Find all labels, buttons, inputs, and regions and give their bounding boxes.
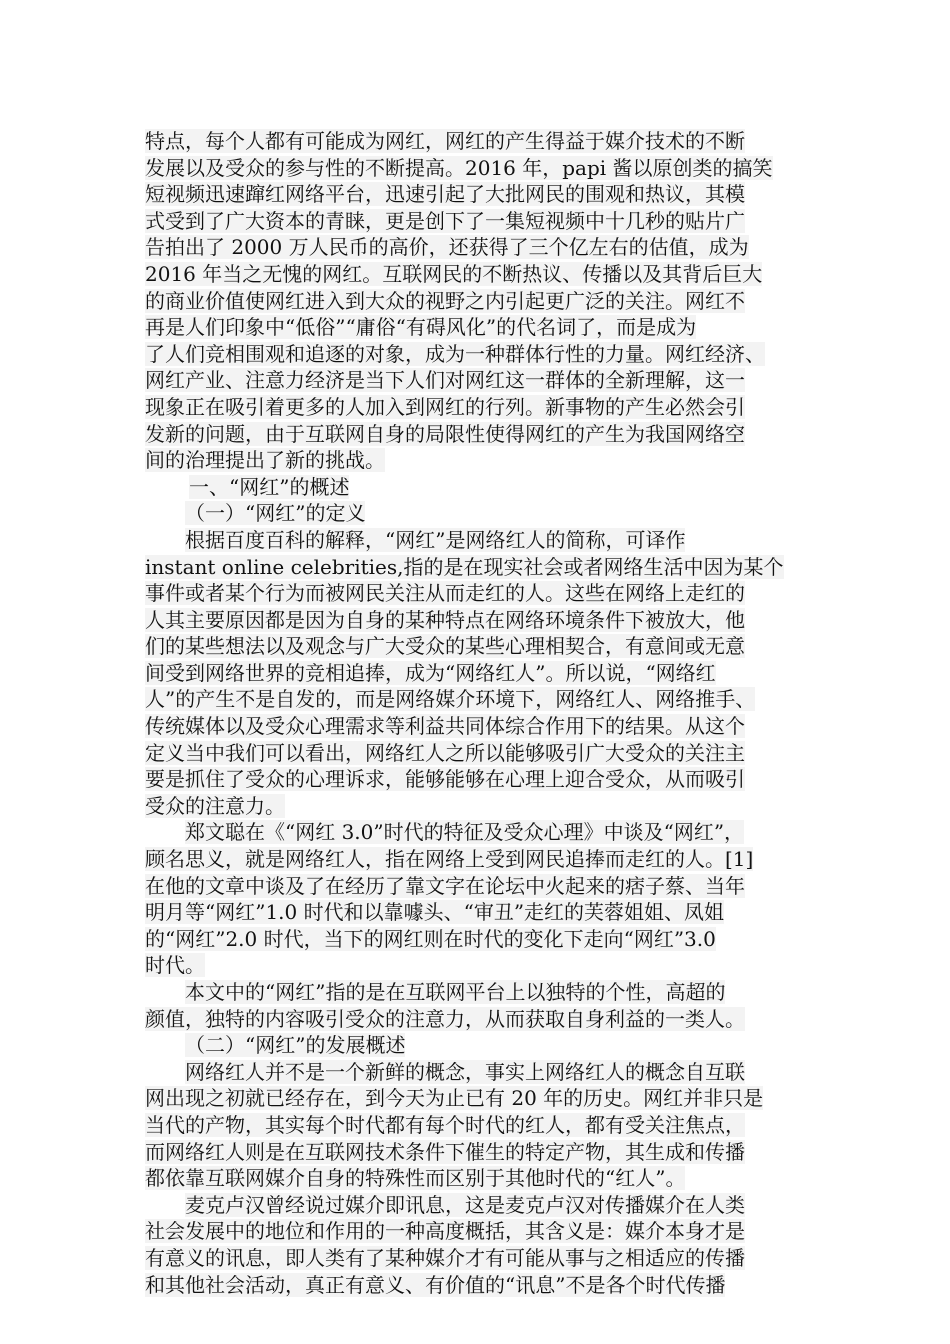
text-line-content: 当代的产物，其实每个时代都有每个时代的红人，都有受关注焦点，: [145, 1112, 745, 1137]
text-line-content: 明月等“网红”1.0 时代和以靠噱头、“审丑”走红的芙蓉姐姐、凤姐: [145, 900, 725, 925]
text-line-content: 麦克卢汉曾经说过媒介即讯息，这是麦克卢汉对传播媒介在人类: [185, 1192, 745, 1217]
text-line: [145, 846, 809, 873]
text-line-content: 人其主要原因都是因为自身的某种特点在网络环境条件下被放大，他: [145, 607, 745, 632]
text-line: [145, 288, 809, 315]
text-line: [145, 314, 809, 341]
text-line-content: 发新的问题，由于互联网自身的局限性使得网红的产生为我国网络空: [145, 421, 745, 446]
text-line: [145, 766, 809, 793]
text-line-content: （二）“网红”的发展概述: [185, 1033, 406, 1058]
text-line: [145, 500, 809, 527]
text-line: [145, 873, 809, 900]
text-line-content: 传统媒体以及受众心理需求等利益共同体综合作用下的结果。从这个: [145, 714, 745, 739]
text-line: [145, 607, 809, 634]
text-line: [145, 421, 809, 448]
text-line: [145, 1218, 809, 1245]
text-line: [145, 1272, 809, 1299]
text-line: [145, 1245, 809, 1272]
text-line: [145, 633, 809, 660]
text-line: [145, 926, 809, 953]
text-line: [145, 341, 809, 368]
text-line-content: 告拍出了 2000 万人民币的高价，还获得了三个亿左右的估值，成为: [145, 235, 749, 260]
text-line-content: 再是人们印象中“低俗”“庸俗“有碍风化”的代名词了，而是成为: [145, 315, 697, 340]
text-line: [145, 793, 809, 820]
text-line-content: 社会发展中的地位和作用的一种高度概括，其含义是：媒介本身才是: [145, 1219, 745, 1244]
text-line: [145, 1192, 809, 1219]
text-line: [145, 1112, 809, 1139]
text-line-content: 2016 年当之无愧的网红。互联网民的不断热议、传播以及其背后巨大: [145, 261, 763, 286]
text-line-content: 定义当中我们可以看出，网络红人之所以能够吸引广大受众的关注主: [145, 740, 745, 765]
text-line-content: 网红产业、注意力经济是当下人们对网红这一群体的全新理解，这一: [145, 368, 745, 393]
text-line: [145, 155, 809, 182]
text-line-content: 间受到网络世界的竞相追捧，成为“网络红人”。所以说，“网络红: [145, 660, 716, 685]
text-line-content: 的“网红”2.0 时代，当下的网红则在时代的变化下走向“网红”3.0: [145, 926, 716, 951]
text-line-content: 一、“网红”的概述: [189, 474, 350, 499]
text-line: [145, 447, 809, 474]
text-line: [145, 208, 809, 235]
text-line-content: 网出现之初就已经存在，到今天为止已有 20 年的历史。网红并非只是: [145, 1086, 764, 1111]
text-line: [145, 740, 809, 767]
text-line-content: instant online celebrities,指的是在现实社会或者网络生活中因为某个: [145, 554, 784, 579]
text-line-content: 时代。: [145, 953, 205, 978]
text-line-content: 根据百度百科的解释，“网红”是网络红人的简称，可译作: [185, 527, 686, 552]
text-line-content: 们的某些想法以及观念与广大受众的某些心理相契合，有意间或无意: [145, 634, 745, 659]
text-line: [145, 474, 809, 501]
text-line: [145, 1165, 809, 1192]
text-line: [145, 394, 809, 421]
text-line: [145, 1085, 809, 1112]
document-body: [145, 128, 809, 1298]
text-line-content: 短视频迅速蹿红网络平台，迅速引起了大批网民的围观和热议，其模: [145, 182, 745, 207]
text-line-content: 顾名思义，就是网络红人，指在网络上受到网民追捧而走红的人。[1]: [145, 847, 754, 872]
text-line-content: 有意义的讯息，即人类有了某种媒介才有可能从事与之相适应的传播: [145, 1245, 745, 1270]
text-line-content: 都依靠互联网媒介自身的特殊性而区别于其他时代的“红人”。: [145, 1166, 686, 1191]
text-line: [145, 128, 809, 155]
text-line: [145, 899, 809, 926]
text-line: [145, 1059, 809, 1086]
text-line: [145, 367, 809, 394]
text-line: [145, 819, 809, 846]
text-line-content: 了人们竞相围观和追逐的对象，成为一种群体行性的力量。网红经济、: [145, 341, 765, 366]
text-line: [145, 686, 809, 713]
text-line: [145, 1032, 809, 1059]
text-line-content: 受众的注意力。: [145, 793, 285, 818]
text-line: [145, 952, 809, 979]
text-line-content: 发展以及受众的参与性的不断提高。2016 年，papi 酱以原创类的搞笑: [145, 155, 773, 180]
text-line-content: 在他的文章中谈及了在经历了靠文字在论坛中火起来的痞子蔡、当年: [145, 873, 745, 898]
text-line-content: 郑文聪在《“网红 3.0”时代的特征及受众心理》中谈及“网红”，: [185, 820, 745, 845]
text-line: [145, 1006, 809, 1033]
text-line-content: 特点，每个人都有可能成为网红，网红的产生得益于媒介技术的不断: [145, 129, 745, 153]
text-line-content: 本文中的“网红”指的是在互联网平台上以独特的个性，高超的: [185, 980, 726, 1004]
text-line: [145, 713, 809, 740]
text-line-content: 网络红人并不是一个新鲜的概念，事实上网络红人的概念自互联: [185, 1059, 745, 1084]
text-line-content: 间的治理提出了新的挑战。: [145, 448, 385, 473]
text-line-content: （一）“网红”的定义: [185, 501, 366, 526]
text-line-content: 事件或者某个行为而被网民关注从而走红的人。这些在网络上走红的: [145, 581, 745, 606]
text-line: [145, 660, 809, 687]
text-line-content: 和其他社会活动，真正有意义、有价值的“讯息”不是各个时代传播: [145, 1272, 726, 1297]
text-line: [145, 527, 809, 554]
text-line: [145, 181, 809, 208]
text-line: [145, 234, 809, 261]
text-line: [145, 1139, 809, 1166]
text-line-content: 人”的产生不是自发的，而是网络媒介环境下，网络红人、网络推手、: [145, 687, 756, 712]
text-line-content: 要是抓住了受众的心理诉求，能够能够在心理上迎合受众，从而吸引: [145, 767, 745, 792]
text-line-content: 式受到了广大资本的青睐，更是创下了一集短视频中十几秒的贴片广: [145, 208, 745, 233]
text-line-content: 而网络红人则是在互联网技术条件下催生的特定产物，其生成和传播: [145, 1139, 745, 1164]
text-line: [145, 261, 809, 288]
text-line-content: 现象正在吸引着更多的人加入到网红的行列。新事物的产生必然会引: [145, 394, 745, 419]
text-line-content: 颜值，独特的内容吸引受众的注意力，从而获取自身利益的一类人。: [145, 1006, 745, 1031]
text-line: [145, 979, 809, 1006]
text-line: [145, 554, 809, 581]
text-line-content: 的商业价值使网红进入到大众的视野之内引起更广泛的关注。网红不: [145, 288, 745, 313]
text-line: [145, 580, 809, 607]
